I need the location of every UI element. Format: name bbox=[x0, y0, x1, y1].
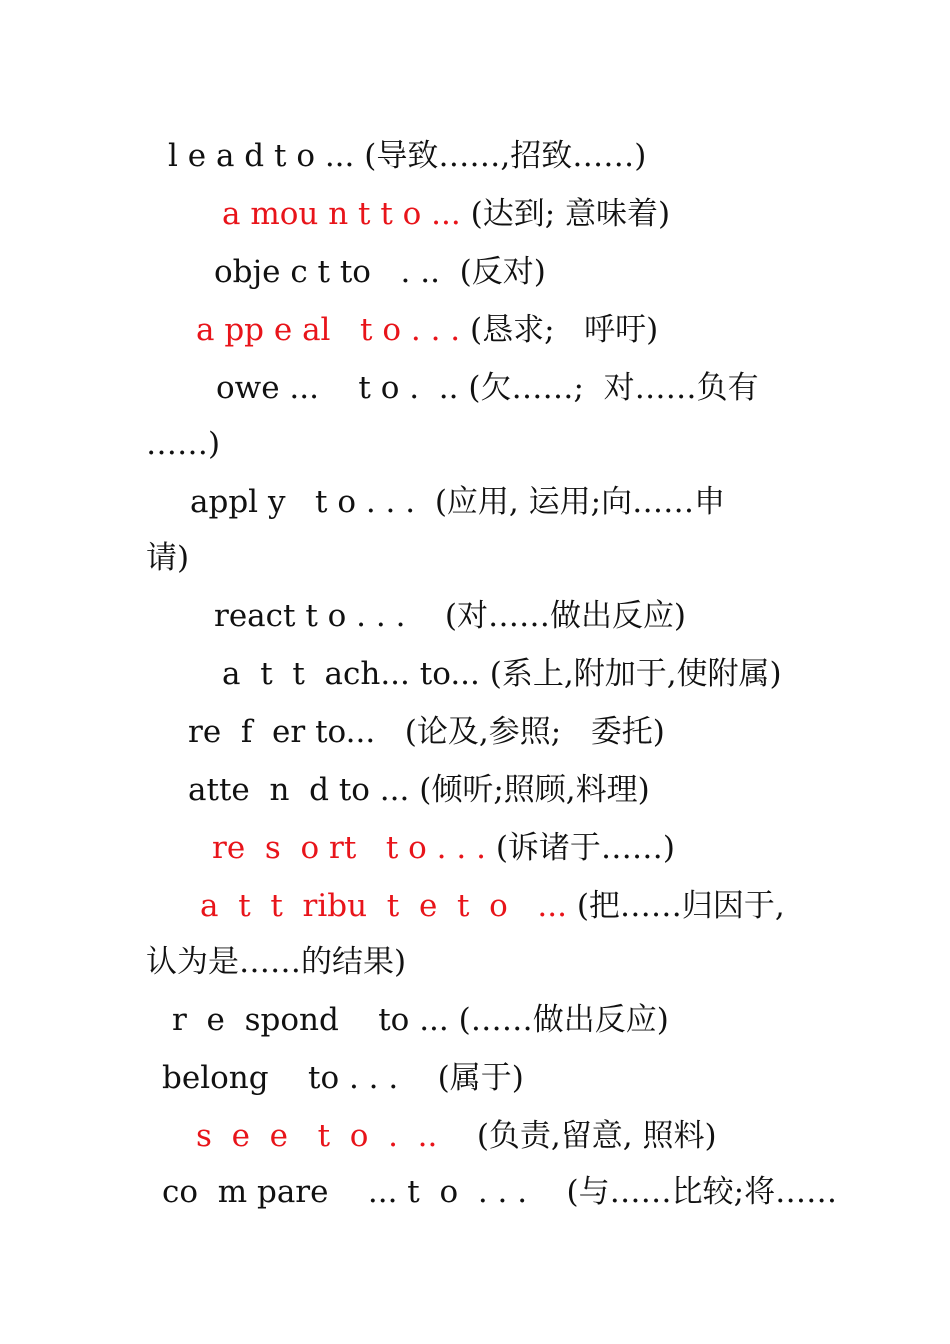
entry-amount-to bbox=[222, 194, 670, 234]
phrase: l e a d t o ... bbox=[168, 138, 365, 174]
entry-react-to bbox=[214, 596, 686, 636]
meaning: (欠……; 对……负有 bbox=[468, 370, 759, 406]
meaning: 认为是……的结果) bbox=[146, 944, 407, 980]
entry-lead-to bbox=[168, 136, 646, 176]
meaning: 请) bbox=[146, 540, 190, 576]
entry-refer-to bbox=[188, 712, 665, 752]
phrase: belong to . . . bbox=[162, 1060, 438, 1096]
entry-owe-to bbox=[216, 368, 759, 408]
entry-attend-to bbox=[188, 770, 650, 810]
phrase: owe ... t o . .. bbox=[216, 370, 469, 406]
meaning: (诉诸于……) bbox=[495, 830, 676, 866]
entry-attach-to bbox=[222, 654, 782, 694]
entry-apply-to bbox=[190, 482, 725, 522]
phrase: appl y t o . . . bbox=[190, 484, 435, 520]
phrase: r e spond to ... bbox=[172, 1002, 459, 1038]
meaning: (系上,附加于,使附属) bbox=[489, 656, 782, 692]
phrase: atte n d to ... bbox=[188, 772, 420, 808]
meaning: (对……做出反应) bbox=[444, 598, 687, 634]
meaning: (反对) bbox=[459, 254, 546, 290]
phrase-highlighted: re s o rt t o . . . bbox=[212, 830, 496, 866]
meaning: (把……归因于, bbox=[576, 888, 785, 924]
phrase-highlighted: a mou n t t o ... bbox=[222, 196, 471, 232]
meaning: (论及,参照; 委托) bbox=[404, 714, 665, 750]
meaning: (恳求; 呼吁) bbox=[470, 312, 659, 348]
entry-appeal-to bbox=[196, 310, 658, 350]
meaning: (倾听;照顾,料理) bbox=[419, 772, 650, 808]
meaning: (导致……,招致……) bbox=[364, 138, 647, 174]
entry-respond-to bbox=[172, 1000, 669, 1040]
meaning: (……做出反应) bbox=[458, 1002, 669, 1038]
meaning: (与……比较;将…… bbox=[566, 1174, 838, 1210]
phrase-highlighted: a t t ribu t e t o ... bbox=[200, 888, 577, 924]
entry-object-to bbox=[214, 252, 546, 292]
meaning: (属于) bbox=[437, 1060, 524, 1096]
phrase-highlighted: a pp e al t o . . . bbox=[196, 312, 470, 348]
phrase: a t t ach... to... bbox=[222, 656, 490, 692]
phrase: obje c t to . .. bbox=[214, 254, 460, 290]
phrase: react t o . . . bbox=[214, 598, 445, 634]
phrase: re f er to... bbox=[188, 714, 405, 750]
entry-attribute-to-continued bbox=[146, 942, 406, 982]
meaning: ……) bbox=[146, 426, 221, 462]
entry-belong-to bbox=[162, 1058, 524, 1098]
meaning: (达到; 意味着) bbox=[470, 196, 671, 232]
entry-see-to bbox=[196, 1116, 717, 1156]
meaning: (应用, 运用;向……申 bbox=[434, 484, 726, 520]
entry-resort-to bbox=[212, 828, 675, 868]
entry-owe-to-continued bbox=[146, 424, 220, 464]
phrase-highlighted: s e e t o . .. bbox=[196, 1118, 477, 1154]
meaning: (负责,留意, 照料) bbox=[476, 1118, 717, 1154]
phrase: co m pare ... t o . . . bbox=[162, 1174, 567, 1210]
entry-apply-to-continued bbox=[146, 538, 189, 578]
entry-attribute-to bbox=[200, 886, 785, 926]
entry-compare-to bbox=[162, 1172, 837, 1212]
